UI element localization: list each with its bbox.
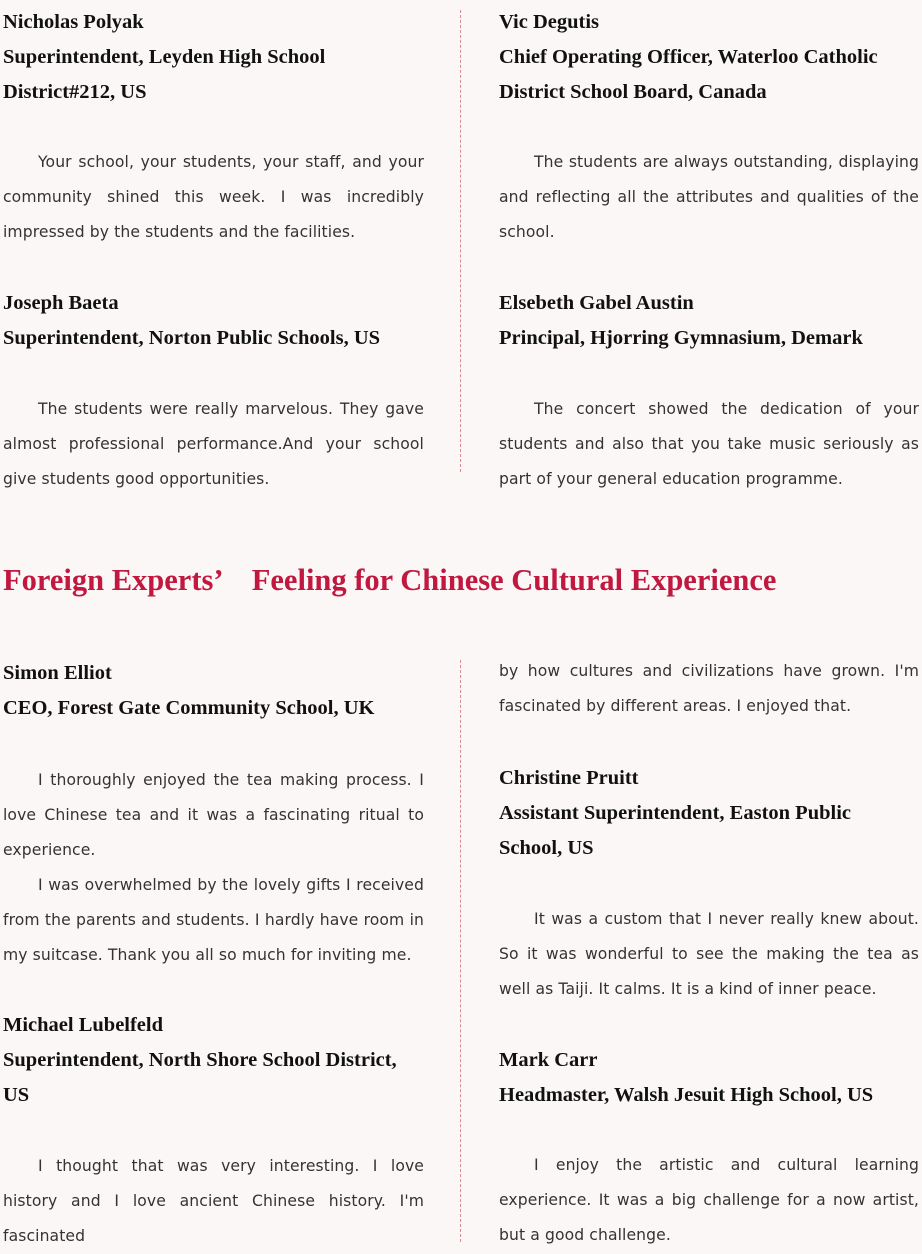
section-title: Foreign Experts’ Feeling for Chinese Cultural Experience: [3, 563, 777, 597]
person-name: Christine Pruitt: [499, 767, 639, 789]
person-name: Joseph Baeta: [3, 292, 119, 314]
person-title: Chief Operating Officer, Waterloo Catholic: [499, 46, 878, 68]
top-right-column: [499, 5, 919, 497]
testimonial-quote: The students are always outstanding, displaying and reflecting all the attributes and qualities of the school.: [499, 153, 919, 241]
testimonial-paragraph: I was overwhelmed by the lovely gifts I received from the parents and students. I hardly have room in my suitcase. Thank you all so much for inviting me.: [3, 876, 424, 964]
bottom-left-column: [3, 656, 424, 1254]
person-title: District#212, US: [3, 81, 147, 103]
person-title: Superintendent, North Shore School District,: [3, 1049, 397, 1071]
person-title: Principal, Hjorring Gymnasium, Demark: [499, 327, 863, 349]
person-name: Mark Carr: [499, 1049, 598, 1071]
testimonial-quote: The concert showed the dedication of your students and also that you take music seriously as part of your general education programme.: [499, 400, 919, 488]
person-title: CEO, Forest Gate Community School, UK: [3, 697, 375, 719]
testimonial-quote: Your school, your students, your staff, and your community shined this week. I was incredibly impressed by the students and the facilities.: [3, 153, 424, 241]
person-title: School, US: [499, 837, 594, 859]
person-title: Superintendent, Norton Public Schools, US: [3, 327, 381, 349]
testimonial-quote: The students were really marvelous. They gave almost professional performance.And your school give students good opportunities.: [3, 400, 424, 488]
column-divider-bottom: [460, 660, 461, 1242]
person-title: Superintendent, Leyden High School: [3, 46, 326, 68]
bottom-right-column: [499, 654, 919, 1253]
person-name: Michael Lubelfeld: [3, 1014, 164, 1036]
testimonial-quote: It was a custom that I never really knew about. So it was wonderful to see the making the tea as well as Taiji. It calms. It is a kind of inner peace.: [499, 910, 919, 998]
person-title: District School Board, Canada: [499, 81, 767, 103]
testimonial-quote: I enjoy the artistic and cultural learning experience. It was a big challenge for a now artist, but a good challenge.: [499, 1156, 919, 1244]
person-name: Simon Elliot: [3, 662, 112, 684]
person-name: Vic Degutis: [499, 11, 600, 33]
person-title: Headmaster, Walsh Jesuit High School, US: [499, 1084, 874, 1106]
top-left-column: [3, 5, 424, 497]
column-divider-top: [460, 10, 461, 472]
person-name: Nicholas Polyak: [3, 11, 144, 33]
person-title: US: [3, 1084, 30, 1106]
testimonial-continuation: by how cultures and civilizations have grown. I'm fascinated by different areas. I enjoyed that.: [499, 662, 919, 715]
testimonial-paragraph: I thoroughly enjoyed the tea making process. I love Chinese tea and it was a fascinating ritual to experience.: [3, 771, 424, 859]
person-name: Elsebeth Gabel Austin: [499, 292, 694, 314]
person-title: Assistant Superintendent, Easton Public: [499, 802, 851, 824]
testimonial-paragraph: I thought that was very interesting. I love history and I love ancient Chinese history. I'm fascinated: [3, 1157, 424, 1245]
